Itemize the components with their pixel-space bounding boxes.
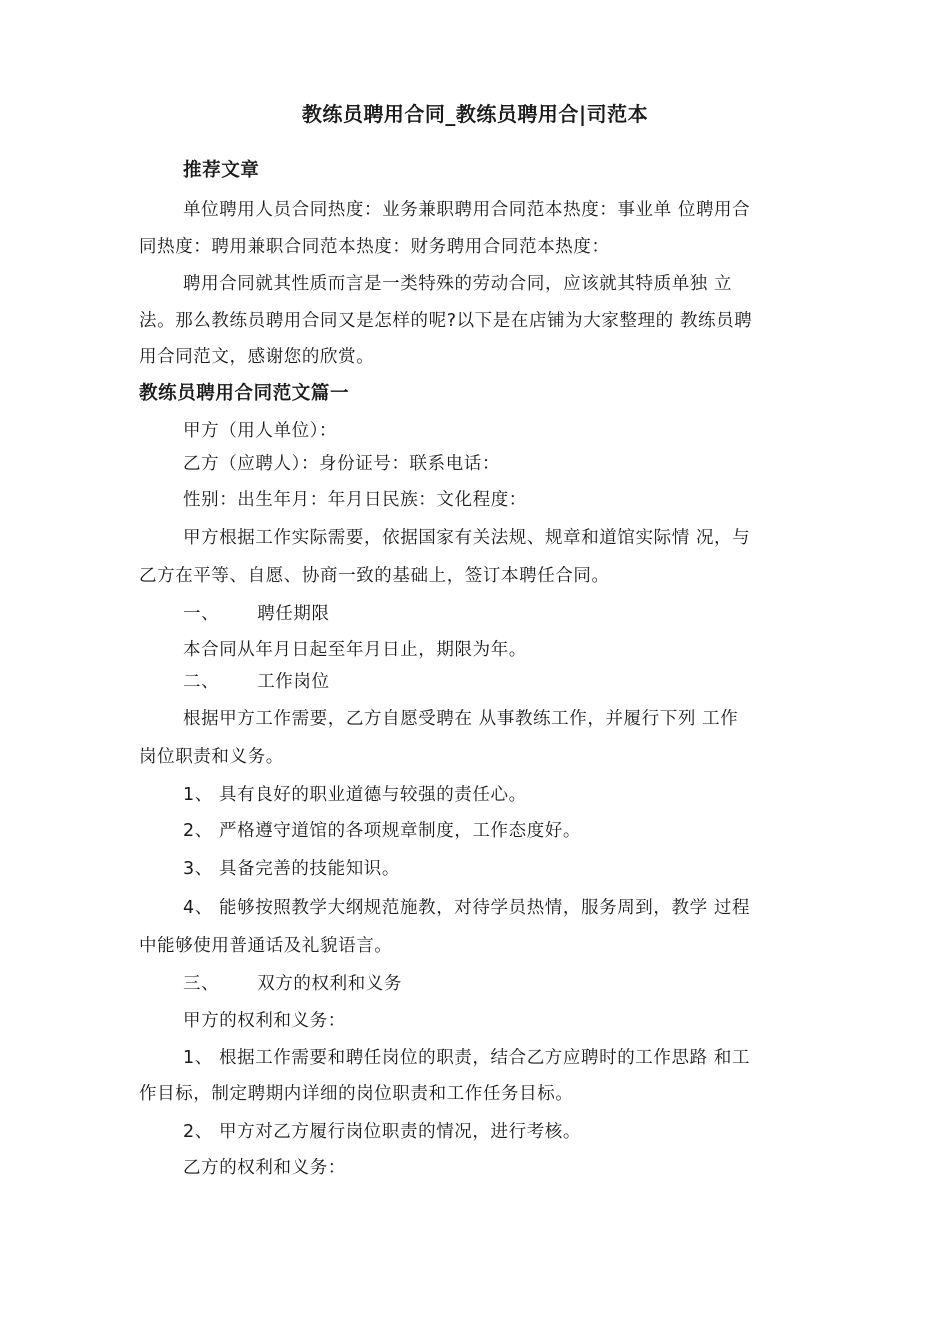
party-b-rights-heading: 乙方的权利和义务：: [183, 1158, 346, 1178]
duty-1: 1、 具有良好的职业道德与较强的责任心。: [183, 785, 527, 805]
article-1-heading: [183, 603, 330, 625]
intro-line-2: 法。那么教练员聘用合同又是怎样的呢?以下是在店铺为大家整理的 教练员聘: [139, 311, 753, 331]
article-1-number: 一、: [183, 604, 220, 624]
preamble-line-1: 甲方根据工作实际需要，依据国家有关法规、规章和道馆实际情 况，与: [183, 528, 751, 548]
article-2-line-1: 根据甲方工作需要，乙方自愿受聘在 从事教练工作，并履行下列 工作: [183, 709, 739, 729]
recommend-heading: 推荐文章: [183, 160, 260, 181]
personal-info-line: 性别：出生年月：年月日民族：文化程度：: [183, 490, 527, 510]
duty-3: 3、 具备完善的技能知识。: [183, 859, 400, 879]
section-heading: 教练员聘用合同范文篇一: [139, 383, 350, 404]
article-3-title: 双方的权利和义务: [257, 974, 403, 994]
intro-line-3: 用合同范文，感谢您的欣赏。: [139, 347, 375, 367]
recommend-line-2: 同热度：聘用兼职合同范本热度：财务聘用合同范本热度：: [139, 237, 610, 257]
party-a-line: 甲方（用人单位）：: [183, 421, 338, 441]
article-2-line-2: 岗位职责和义务。: [139, 747, 284, 767]
recommend-line-1: 单位聘用人员合同热度：业务兼职聘用合同范本热度：事业单 位聘用合: [183, 200, 751, 220]
a-right-1-line-2: 作目标，制定聘期内详细的岗位职责和工作任务目标。: [139, 1084, 574, 1104]
a-right-2: 2、 甲方对乙方履行岗位职责的情况，进行考核。: [183, 1122, 581, 1142]
duty-2: 2、 严格遵守道馆的各项规章制度，工作态度好。: [183, 821, 581, 841]
preamble-line-2: 乙方在平等、自愿、协商一致的基础上，签订本聘任合同。: [139, 566, 610, 586]
party-b-line: 乙方（应聘人）：身份证号：联系电话：: [183, 454, 501, 474]
article-3-heading: [183, 973, 402, 995]
a-right-1-line-1: 1、 根据工作需要和聘任岗位的职责，结合乙方应聘时的工作思路 和工: [183, 1048, 751, 1068]
document-title: 教练员聘用合同_教练员聘用合|司范本: [301, 102, 649, 126]
intro-line-1: 聘用合同就其性质而言是一类特殊的劳动合同，应该就其特质单独 立: [183, 274, 733, 294]
duty-4-line-2: 中能够使用普通话及礼貌语言。: [139, 936, 393, 956]
article-1-title: 聘任期限: [257, 604, 330, 624]
article-2-title: 工作岗位: [257, 672, 330, 692]
article-2-number: 二、: [183, 672, 220, 692]
article-1-text: 本合同从年月日起至年月日止，期限为年。: [183, 640, 527, 660]
duty-4-line-1: 4、 能够按照教学大纲规范施教，对待学员热情，服务周到，教学 过程: [183, 898, 751, 918]
article-2-heading: [183, 671, 330, 693]
party-a-rights-heading: 甲方的权利和义务：: [183, 1011, 346, 1031]
article-3-number: 三、: [183, 974, 220, 994]
